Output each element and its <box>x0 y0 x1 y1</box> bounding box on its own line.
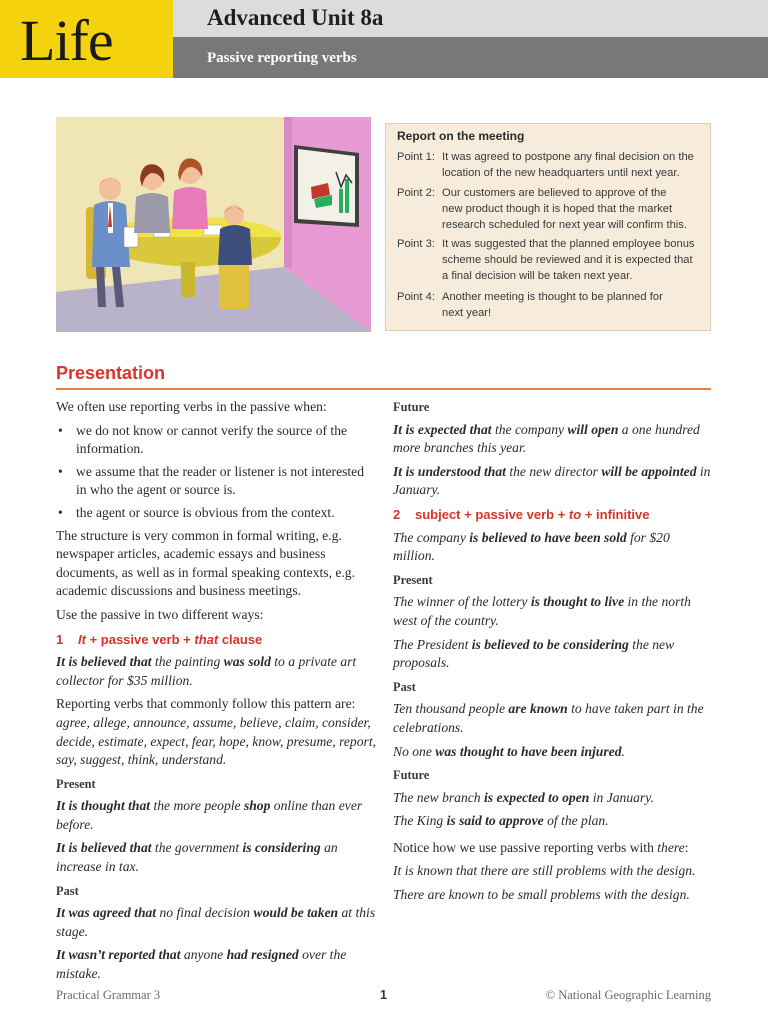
example-bold: It is expected that <box>393 421 492 437</box>
example-text: over the mistake. <box>56 947 347 982</box>
pattern-1-heading <box>56 631 376 650</box>
pattern-pre: subject + passive verb + <box>415 506 569 522</box>
example-bold: will be appointed <box>601 463 697 479</box>
past-label: Past <box>56 883 79 898</box>
point-3-text <box>442 237 704 284</box>
bullet-item: • we do not know or cannot verify the source of the information. <box>56 422 376 459</box>
life-logo: Life <box>20 8 113 73</box>
example-text: in the north west of the country. <box>393 594 691 628</box>
pattern-end: clause <box>218 631 263 647</box>
future-2-example-1 <box>393 789 715 808</box>
verbs-intro: Reporting verbs that commonly follow this pattern are: <box>56 696 356 712</box>
right-column <box>393 398 715 910</box>
point-line: new product though it is hoped that the market <box>442 202 673 215</box>
point-line: research scheduled for next year will confirm this. <box>442 218 687 231</box>
example-bold: is expected to open <box>484 789 590 805</box>
bullet-item: • the agent or source is obvious from the context. <box>56 504 376 523</box>
point-line: location of the new headquarters until next year. <box>442 166 680 179</box>
example-bold: It is understood that <box>393 463 506 479</box>
example-bold: It was agreed that <box>56 905 157 921</box>
past-example-1 <box>56 904 376 941</box>
example-text: . <box>621 743 625 759</box>
pattern-number: 2 <box>393 506 401 522</box>
example-text: The winner of the lottery <box>393 594 531 610</box>
example-text: Ten thousand people <box>393 701 509 717</box>
example-bold: is believed to be considering <box>471 636 629 652</box>
bullet-item: • we assume that the reader or listener is not interested in who the agent or source is. <box>56 463 376 500</box>
example-bold: are known <box>508 701 568 717</box>
example-bold: would be taken <box>253 905 339 921</box>
example-bold: was thought to have been injured <box>435 743 622 759</box>
past-2-example-1 <box>393 700 715 737</box>
example-bold: was sold <box>223 654 271 670</box>
unit-title: Advanced Unit 8a <box>207 5 384 30</box>
there-note-text: Notice how we use passive reporting verbs with <box>393 839 658 855</box>
example-text: to have taken part in the celebrations. <box>393 701 704 735</box>
point-1-label: Point 1: <box>397 151 435 163</box>
example-text: no final decision <box>156 905 254 921</box>
example-text: to a private art collector for $35 million. <box>56 654 357 688</box>
report-title: Report on the meeting <box>397 129 525 143</box>
example-text: The new branch <box>393 789 484 805</box>
left-column <box>56 398 376 989</box>
present-2-example-2 <box>393 636 715 673</box>
example-text: in January. <box>589 789 654 805</box>
future-example-2 <box>393 463 715 500</box>
point-line: Our customers are believed to approve of the <box>442 187 667 199</box>
example-text: the more people <box>150 798 244 814</box>
point-3-label: Point 3: <box>397 238 435 250</box>
there-example-1: It is known that there are still problems with the design. <box>393 863 696 879</box>
point-4-label: Point 4: <box>397 291 435 303</box>
present-example-1 <box>56 797 376 834</box>
meeting-illustration <box>56 117 371 332</box>
heading-rule <box>56 388 711 390</box>
example-bold: is believed to have been sold <box>469 529 627 545</box>
present-label: Present <box>56 776 96 791</box>
pattern-1-example <box>56 653 376 690</box>
presentation-heading: Presentation <box>56 363 166 383</box>
future-2-example-2 <box>393 812 715 831</box>
there-word: there <box>657 839 685 855</box>
present-2-label: Present <box>393 572 433 587</box>
example-text: an increase in tax. <box>56 840 338 875</box>
pattern-that: that <box>194 631 219 647</box>
point-1-text <box>442 150 704 182</box>
point-line: a final decision will be taken next year. <box>442 269 633 282</box>
example-text: The King <box>393 813 447 829</box>
intro-text: We often use reporting verbs in the passive when: <box>56 399 327 414</box>
page-number: 1 <box>380 988 387 1002</box>
there-note <box>393 839 715 858</box>
point-line: scheme should be reviewed and it is expected that <box>442 253 693 266</box>
pattern-2-example <box>393 529 715 566</box>
example-text: of the plan. <box>543 813 609 829</box>
present-example-2 <box>56 839 376 876</box>
example-bold: It is thought that <box>56 798 151 814</box>
example-text: the new proposals. <box>393 636 675 671</box>
future-label: Future <box>393 400 430 414</box>
example-text: The President <box>393 636 472 652</box>
unit-subtitle: Passive reporting verbs <box>207 50 357 66</box>
pattern-it: It <box>78 631 86 647</box>
example-text: a one hundred more branches this year. <box>393 421 700 456</box>
pattern-2-heading <box>393 506 715 525</box>
example-bold: is considering <box>242 840 321 856</box>
pattern-mid: + passive verb + <box>85 631 195 647</box>
point-2-text <box>442 186 704 233</box>
pattern-end: + infinitive <box>581 506 650 522</box>
example-text: the company <box>491 421 568 437</box>
pattern-to: to <box>568 506 582 522</box>
point-line: It was agreed to postpone any final decision on the <box>442 151 694 163</box>
example-text: No one <box>393 743 436 759</box>
past-example-2 <box>56 946 376 983</box>
verbs-list: agree, allege, announce, assume, believe, claim, consider, decide, estimate, expect, fear, hope, know, presume, report, say, suggest, think, understand. <box>56 714 376 768</box>
example-bold: is said to approve <box>446 813 544 829</box>
there-colon: : <box>684 839 689 855</box>
example-text: at this stage. <box>56 905 376 939</box>
point-line: next year! <box>442 306 492 319</box>
example-text: anyone <box>180 947 227 963</box>
example-bold: It is believed that <box>56 840 152 856</box>
future-example-1 <box>393 421 715 458</box>
example-bold: is thought to live <box>530 594 625 610</box>
use-note: Use the passive in two different ways: <box>56 606 264 622</box>
example-text: the painting <box>151 654 224 670</box>
present-2-example-1 <box>393 593 715 630</box>
report-box <box>385 123 711 331</box>
example-bold: It is believed that <box>56 654 152 670</box>
verbs-note <box>56 695 376 769</box>
example-text: the new director <box>505 463 602 479</box>
footer-book-title: Practical Grammar 3 <box>56 988 161 1002</box>
point-line: It was suggested that the planned employee bonus <box>442 238 695 250</box>
pattern-number: 1 <box>56 631 64 647</box>
example-bold: had resigned <box>226 947 299 963</box>
future-2-label: Future <box>393 768 430 783</box>
point-2-label: Point 2: <box>397 187 435 199</box>
point-4-text <box>442 290 704 322</box>
example-bold: shop <box>243 798 271 814</box>
past-2-example-2 <box>393 743 715 762</box>
point-line: Another meeting is thought to be planned for <box>442 291 663 303</box>
usage-bullet-list <box>56 422 376 523</box>
example-text: for $20 million. <box>393 529 670 564</box>
past-2-label: Past <box>393 679 416 694</box>
example-text: online than ever before. <box>56 798 363 832</box>
there-example-2: There are known to be small problems with the design. <box>393 887 690 903</box>
example-text: The company <box>393 529 470 545</box>
example-bold: It wasn’t reported that <box>56 947 181 963</box>
example-text: the government <box>151 840 243 856</box>
footer-copyright: © National Geographic Learning <box>545 988 711 1002</box>
structure-note: The structure is very common in formal writing, e.g. newspaper articles, academic essays and business documents, as well as in formal speaking contexts, e.g. academic discussions and business meetings. <box>56 527 355 599</box>
example-text: in January. <box>393 463 711 498</box>
example-bold: will open <box>567 421 619 437</box>
